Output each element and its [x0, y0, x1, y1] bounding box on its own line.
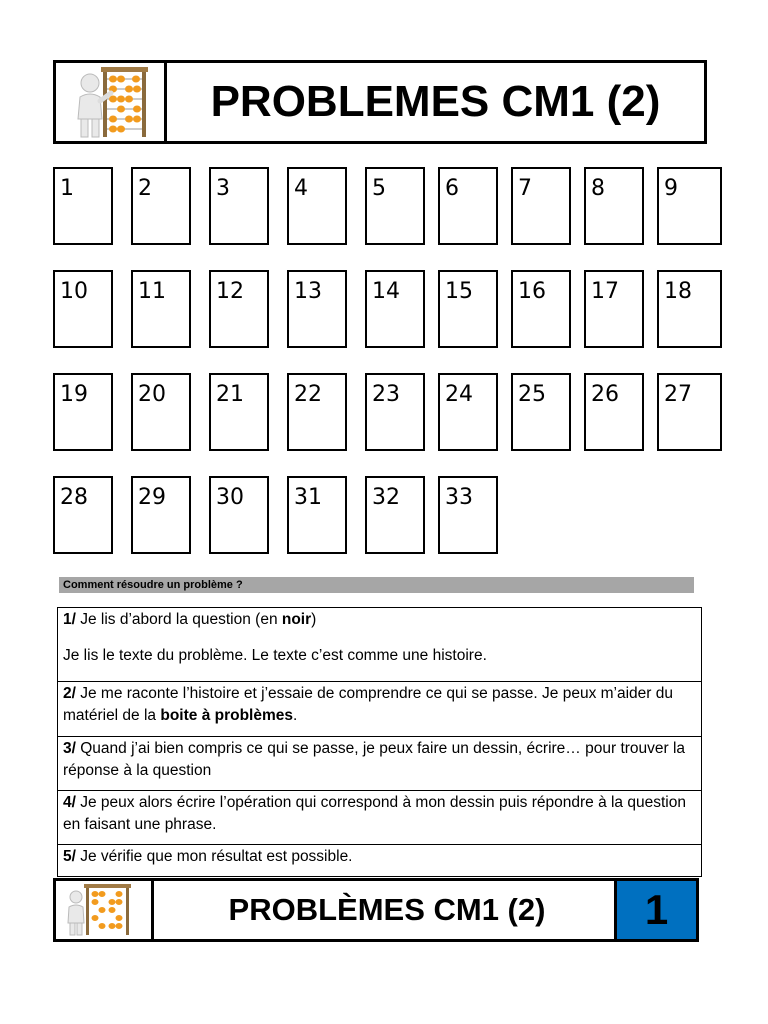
number-box[interactable]	[365, 373, 425, 451]
number-box[interactable]	[131, 476, 191, 554]
number-label: 3	[216, 176, 230, 201]
number-box[interactable]	[53, 270, 113, 348]
number-box[interactable]	[209, 270, 269, 348]
step-text: Je vérifie que mon résultat est possible.	[75, 848, 353, 865]
number-label: 15	[445, 279, 473, 304]
number-box[interactable]	[365, 476, 425, 554]
step-text-bold: boite à problèmes	[160, 707, 294, 724]
number-box[interactable]	[53, 167, 113, 245]
number-label: 29	[138, 485, 166, 510]
step-number: 5/	[63, 848, 76, 865]
step-text: Je lis d’abord la question (en	[75, 611, 282, 628]
number-box[interactable]	[365, 270, 425, 348]
step-text-bold: noir	[281, 611, 312, 628]
number-box[interactable]	[131, 373, 191, 451]
number-label: 33	[445, 485, 473, 510]
number-box[interactable]	[438, 373, 498, 451]
number-label: 24	[445, 382, 473, 407]
number-label: 2	[138, 176, 152, 201]
number-box[interactable]	[511, 373, 571, 451]
number-box[interactable]	[511, 270, 571, 348]
number-box[interactable]	[438, 270, 498, 348]
number-label: 19	[60, 382, 88, 407]
steps-table	[57, 607, 702, 877]
number-box[interactable]	[657, 270, 722, 348]
step-number: 1/	[63, 611, 76, 628]
number-label: 17	[591, 279, 619, 304]
page-title: PROBLEMES CM1 (2)	[210, 77, 661, 126]
step-text: Je peux alors écrire l’opération qui correspond à mon dessin puis répondre à la question en faisant une phrase.	[63, 794, 686, 833]
number-label: 9	[664, 176, 678, 201]
number-box[interactable]	[131, 167, 191, 245]
step-text: )	[311, 611, 317, 628]
number-box[interactable]	[438, 167, 498, 245]
page-number-badge: 1	[614, 881, 696, 939]
number-box[interactable]	[131, 270, 191, 348]
number-box[interactable]	[287, 373, 347, 451]
number-box[interactable]	[209, 167, 269, 245]
step-text: Je me raconte l’histoire et j’essaie de comprendre ce qui se passe. Je peux m’aider du matériel de la	[63, 685, 673, 724]
number-label: 18	[664, 279, 692, 304]
number-label: 30	[216, 485, 244, 510]
number-label: 12	[216, 279, 244, 304]
footer-banner	[53, 878, 699, 942]
number-label: 4	[294, 176, 308, 201]
step-1	[58, 608, 701, 682]
header-banner	[53, 60, 707, 144]
section-label: Comment résoudre un problème ?	[59, 577, 694, 593]
number-box[interactable]	[584, 373, 644, 451]
number-label: 31	[294, 485, 322, 510]
number-label: 28	[60, 485, 88, 510]
number-label: 8	[591, 176, 605, 201]
number-label: 23	[372, 382, 400, 407]
number-label: 20	[138, 382, 166, 407]
abacus-figure-icon	[56, 63, 167, 141]
number-label: 26	[591, 382, 619, 407]
number-label: 10	[60, 279, 88, 304]
number-label: 32	[372, 485, 400, 510]
number-label: 11	[138, 279, 166, 304]
number-box[interactable]	[657, 373, 722, 451]
number-label: 27	[664, 382, 692, 407]
step-5	[58, 845, 701, 877]
number-label: 21	[216, 382, 244, 407]
number-box[interactable]	[584, 270, 644, 348]
step-number: 4/	[63, 794, 76, 811]
number-label: 6	[445, 176, 459, 201]
number-label: 13	[294, 279, 322, 304]
step-4	[58, 791, 701, 845]
number-box[interactable]	[511, 167, 571, 245]
number-box[interactable]	[53, 476, 113, 554]
number-box[interactable]	[209, 476, 269, 554]
number-box[interactable]	[657, 167, 722, 245]
number-box[interactable]	[287, 476, 347, 554]
number-label: 22	[294, 382, 322, 407]
step-2	[58, 682, 701, 737]
step-text: Je lis le texte du problème. Le texte c’est comme une histoire.	[63, 647, 487, 664]
number-label: 25	[518, 382, 546, 407]
step-number: 3/	[63, 740, 76, 757]
number-label: 1	[60, 176, 74, 201]
number-box[interactable]	[365, 167, 425, 245]
number-box[interactable]	[287, 167, 347, 245]
number-box[interactable]	[209, 373, 269, 451]
number-label: 16	[518, 279, 546, 304]
number-label: 14	[372, 279, 400, 304]
number-label: 7	[518, 176, 532, 201]
number-box[interactable]	[438, 476, 498, 554]
step-text: Quand j’ai bien compris ce qui se passe, je peux faire un dessin, écrire… pour trouver la réponse à la question	[63, 740, 686, 779]
number-label: 5	[372, 176, 386, 201]
number-box[interactable]	[584, 167, 644, 245]
abacus-figure-icon	[56, 881, 154, 939]
footer-title: PROBLÈMES CM1 (2)	[228, 892, 546, 927]
number-box[interactable]	[287, 270, 347, 348]
step-text: .	[293, 707, 298, 724]
number-box[interactable]	[53, 373, 113, 451]
step-3	[58, 737, 701, 791]
step-number: 2/	[63, 685, 76, 702]
